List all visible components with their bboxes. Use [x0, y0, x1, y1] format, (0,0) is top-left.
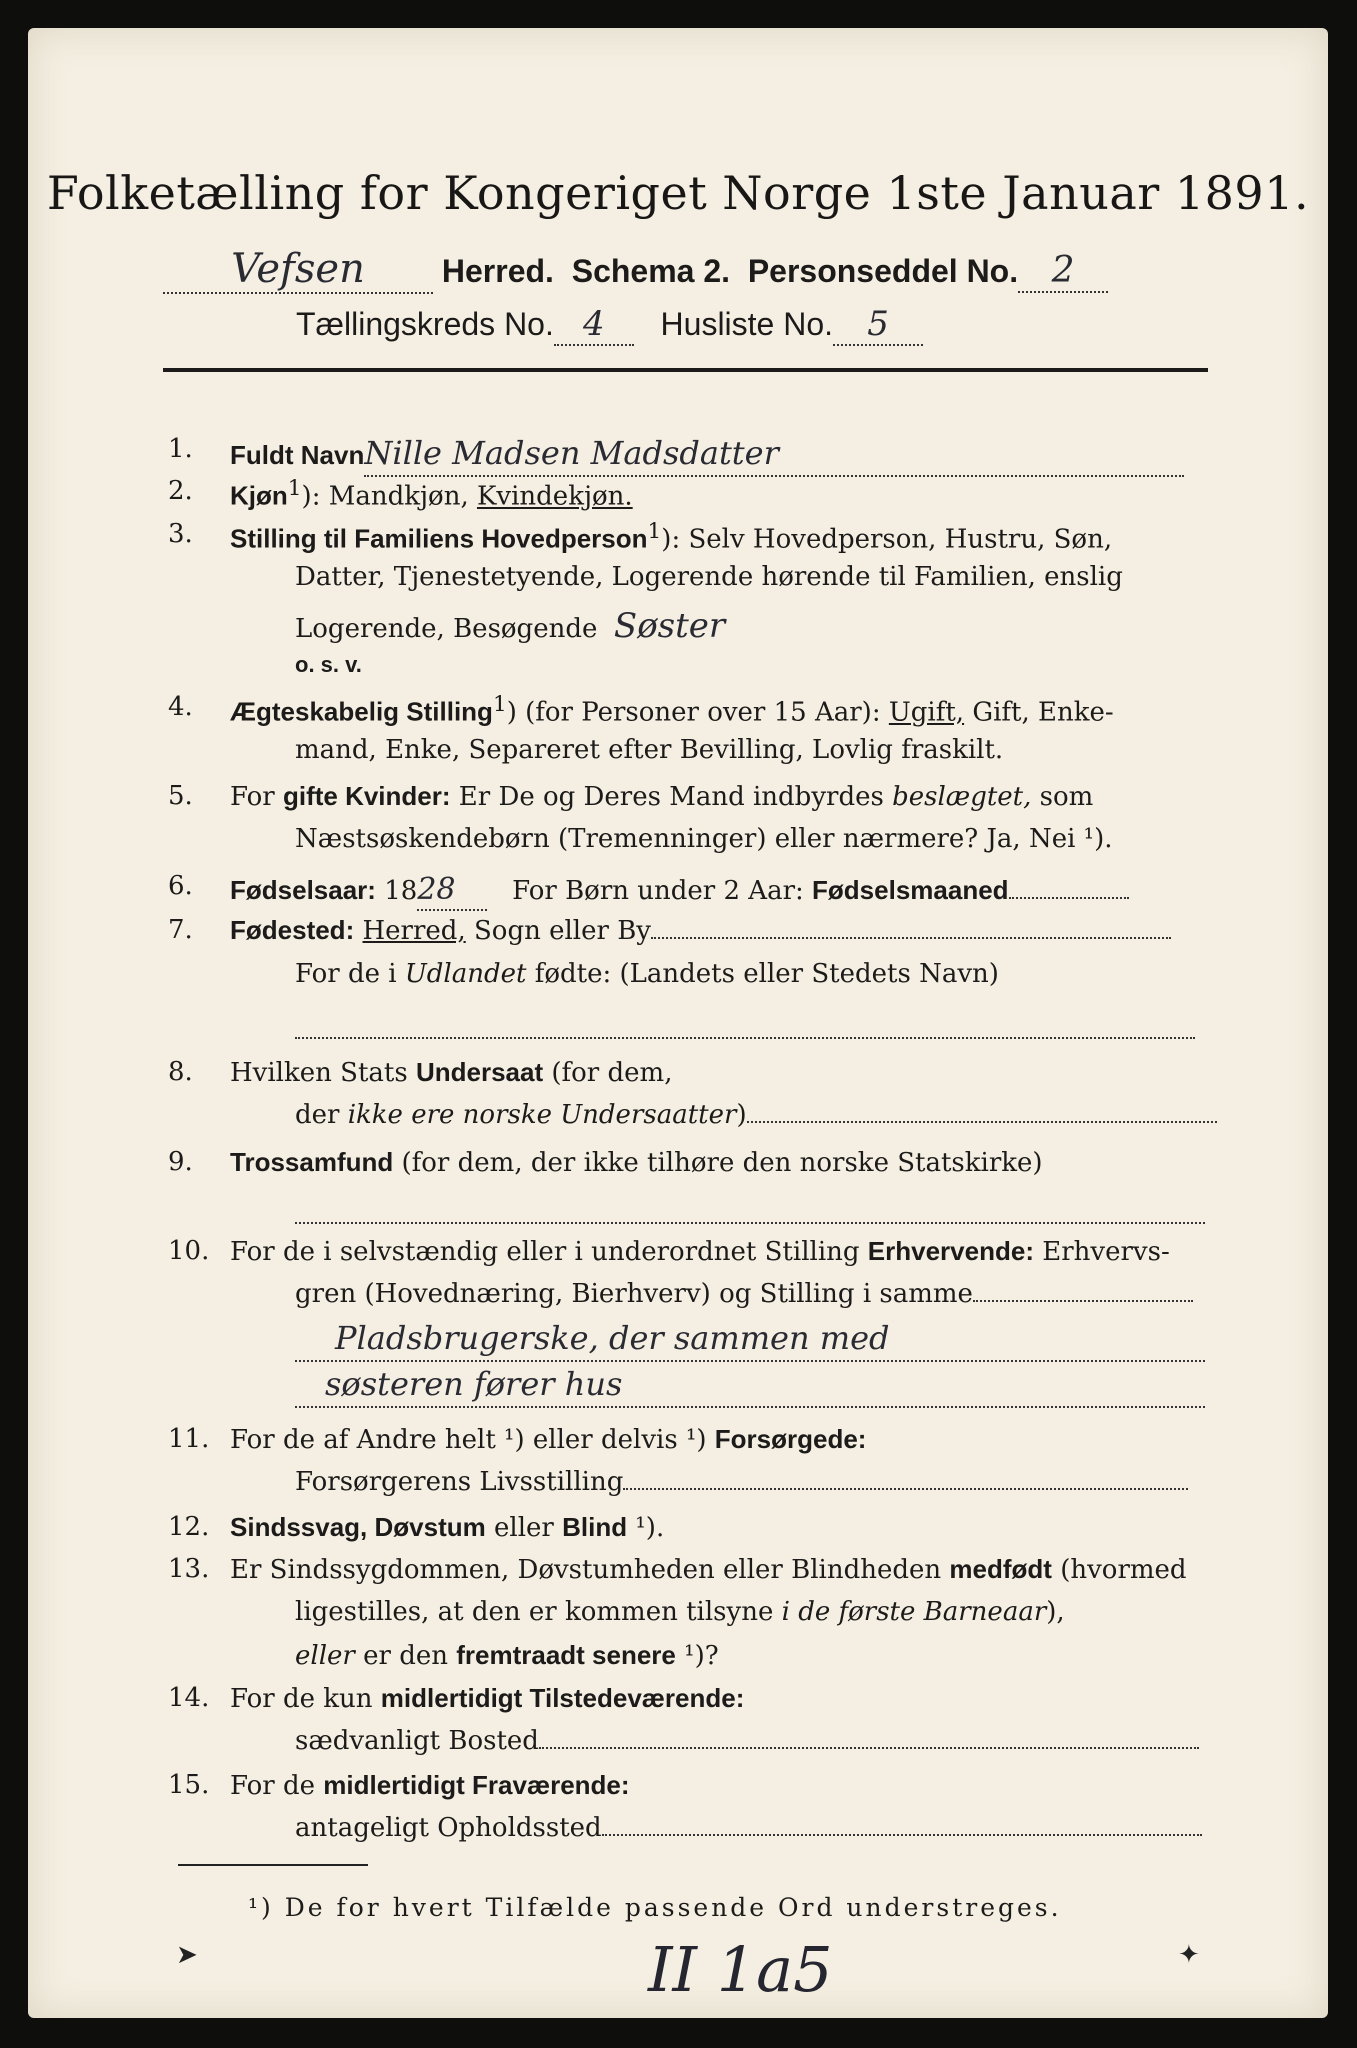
birthyear-value: 28	[417, 872, 456, 907]
husliste-value: 5	[867, 304, 889, 344]
form-title: Folketælling for Kongeriget Norge 1ste Januar 1891.	[46, 166, 1310, 220]
marital-selected: Ugift,	[888, 697, 965, 728]
taellingskreds-label: Tællingskreds No.	[296, 306, 554, 342]
item-number: 1.	[168, 434, 193, 464]
husliste-label: Husliste No.	[660, 306, 834, 342]
registration-mark-left: ➤	[176, 1940, 198, 1970]
birthplace-selected: Herred,	[362, 916, 466, 946]
name-value: Nille Madsen Madsdatter	[364, 434, 779, 472]
position-value: Søster	[613, 606, 726, 646]
personseddel-label: Personseddel No.	[747, 253, 1019, 289]
census-form: Folketælling for Kongeriget Norge 1ste Januar 1891. Vefsen Herred. Schema 2. Personseddel No. 2 Tællingskreds No. 4 Husliste No. 5 1. Fuldt NavnNille Madsen Madsdatter 2. Kjøn$^1$): Mandkjøn, Kvindekjøn. 3. Stilling til Familiens Hovedperson$^1$): Selv Hovedperson, Hustru, Søn, Datter, Tjenestetyende, Logerende hørende til Familien, enslig Logerende, Besøgende Søster o. s. v. 4. Ægteskabelig Stilling$^1$) (for Personer over 15 Aar): Ugift, Gift, Enke- mand, Enke, Separeret efter Bevilling, Lovlig fraskilt. 5. For gifte Kvinder: Er De og Deres Mand indbyrdes beslægtet, som Næstsøskendebørn (Tremenninger) eller nærmere? Ja, Nei ¹). 6. Fødselsaar: 1828 For Børn under 2 Aar: Fødselsmaaned 7. Fødested: Herred, Sogn eller By For de i Udlandet fødte: (Landets eller Stedets Navn) 8. Hvilken Stats Undersaat (for dem, der ikke ere norske Undersaatter) 9. Trossamfund (for dem, der ikke tilhøre den norske Statskirke) 10. For de i selvstændig eller i underordnet Stilling Erhvervende: Erhvervs- gren (Hovednæring, Bierhverv) og Stilling i samme Pladsbrugerske, der sammen med søsteren fører hus 11. For de af Andre helt ¹) eller delvis ¹) Forsørgede: Forsørgerens Livsstilling 12. Sindssvag, Døvstum eller Blind ¹). 13. Er Sindssygdommen, Døvstumheden eller Blindheden medfødt (hvormed ligestilles, at den er kommen tilsyne i de første Barneaar), eller er den fremtraadt senere ¹)? 14. For de kun midlertidigt Tilstedeværende: sædvanligt Bosted 15. For de midlertidigt Fraværende: antageligt Opholdssted ¹) De for hvert Tilfælde passende Ord understreges. ➤ ✦ II 1a5	[28, 28, 1328, 2018]
herred-value: Vefsen	[231, 246, 365, 292]
registration-mark-right: ✦	[1178, 1940, 1200, 1970]
schema-label: Schema 2.	[571, 253, 731, 289]
herred-label: Herred.	[441, 253, 554, 289]
header-line-kreds	[296, 304, 1116, 346]
personseddel-value: 2	[1051, 250, 1075, 291]
occupation-value-1: Pladsbrugerske, der sammen med	[335, 1319, 890, 1357]
footnote-divider	[178, 1864, 368, 1866]
taellingskreds-value: 4	[583, 304, 605, 344]
sex-selected: Kvindekjøn.	[476, 481, 633, 512]
occupation-value-2: søsteren fører hus	[325, 1365, 623, 1403]
archive-annotation: II 1a5	[648, 1933, 833, 2006]
header-divider	[163, 368, 1208, 372]
footnote: ¹) De for hvert Tilfælde passende Ord understreges.	[248, 1893, 1062, 1922]
header-line-herred	[163, 246, 1213, 294]
